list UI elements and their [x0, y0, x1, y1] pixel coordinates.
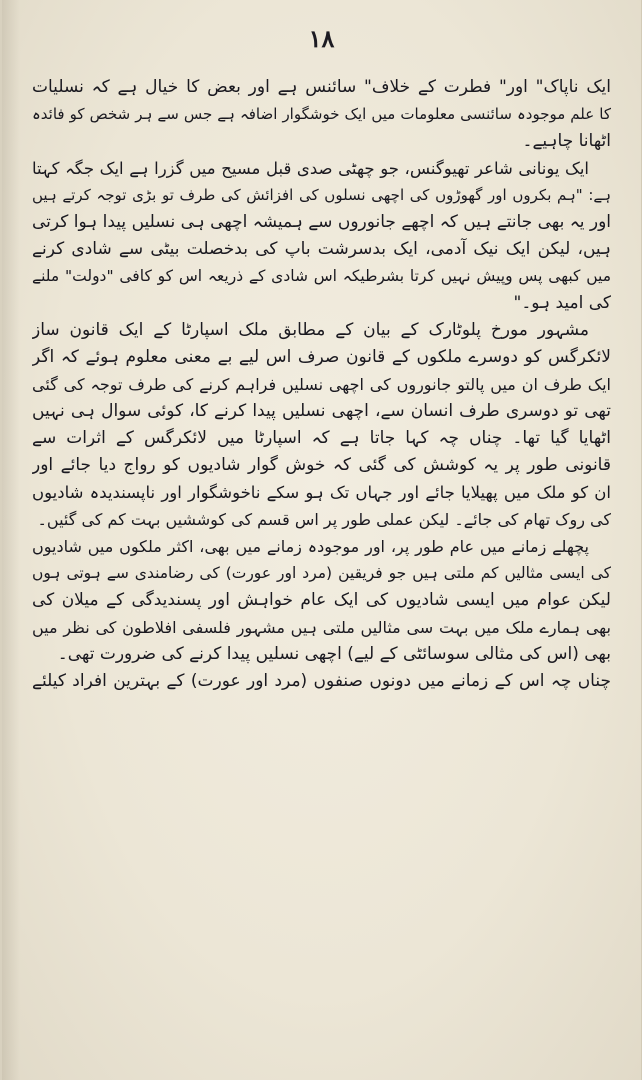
text-line: بھی (اس کی مثالی سوسائٹی کے لیے) اچھی نسلیں پیدا کرنے کی ضرورت تھی۔ [57, 644, 611, 664]
text-line: ان کو ملک میں پھیلایا جائے اور جہاں تک ہو سکے ناخوشگوار اور ناپسندیدہ شادیوں [32, 483, 611, 502]
text-line: اٹھانا چاہیے۔ [522, 131, 611, 151]
text-line: کا علم موجودہ سائنسی معلومات میں ایک خوشگوار اضافہ ہے جس سے ہر شخص کو فائدہ [32, 105, 611, 123]
text-line: ایک ناپاک" اور" فطرت کے خلاف" سائنس ہے اور بعض کا خیال ہے کہ نسلیات [32, 77, 611, 97]
text-line: ایک یونانی شاعر تھیوگنس، جو چھٹی صدی قبل مسیح میں گزرا ہے ایک جگہ کہتا [32, 159, 589, 178]
text-line: ایک طرف ان میں پالتو جانوروں کی اچھی نسلیں فراہم کرنے کی طرف توجہ کی گئی [32, 375, 611, 394]
text-line: لیکن عوام میں ایسی شادیوں کی ایک عام خواہش اور پسندیدگی کے میلان کی [32, 590, 611, 610]
text-line: میں کبھی پس وپیش نہیں کرتا بشرطیکہ اس شادی کے ذریعہ اس کو کافی "دولت" ملنے [32, 267, 611, 285]
text-line: قانونی طور پر یہ کوشش کی گئی کہ خوش گوار شادیوں کو رواج دیا جائے اور [32, 455, 611, 475]
text-line: کی روک تھام کی جائے۔ لیکن عملی طور پر اس قسم کی کوششیں بہت کم کی گئیں۔ [37, 510, 611, 529]
text-line: پچھلے زمانے میں عام طور پر، اور موجودہ زمانے میں بھی، اکثر ملکوں میں شادیوں [32, 537, 589, 556]
text-line: اور یہ بھی جانتے ہیں کہ اچھے جانوروں سے ہمیشہ اچھی ہی نسلیں پیدا ہوا کرتی [32, 212, 611, 232]
body-text [32, 74, 611, 695]
text-line: بھی ہمارے ملک میں بہت سی مثالیں ملتی ہیں مشہور فلسفی افلاطون کی نظر میں [32, 618, 611, 637]
page-fold-shadow [2, 0, 20, 1080]
text-line: کی ایسی مثالیں کم ملتی ہیں جو فریقین (مرد اور عورت) کی رضامندی سے ہوتی ہوں [32, 564, 611, 582]
text-line: مشہور مورخ پلوٹارک کے بیان کے مطابق ملک اسپارٹا کے ایک قانون ساز [32, 320, 589, 340]
text-line: تھی تو دوسری طرف انسان سے، اچھی نسلیں پیدا کرنے کا، کوئی سوال ہی نہیں [32, 401, 611, 421]
text-line: کی امید ہو۔" [513, 293, 611, 313]
text-line: ہے: "ہم بکروں اور گھوڑوں کی اچھی نسلوں کی افزائش کی طرف تو بڑی توجہ کرتے ہیں [32, 186, 611, 204]
text-line: اٹھایا گیا تھا۔ چناں چہ کہا جاتا ہے کہ اسپارٹا میں لائکرگس کے اثرات سے [32, 428, 611, 448]
text-line: ہیں، لیکن ایک نیک آدمی، ایک بدسرشت باپ کی بدخصلت بیٹی سے شادی کرنے [32, 239, 611, 259]
page-number: ۱۸ [308, 24, 335, 53]
text-line: لائکرگس کو دوسرے ملکوں کے قانون صرف اس لیے بے معنی معلوم ہوئے کہ اگر [32, 347, 611, 367]
text-line: چناں چہ اس کے زمانے میں دونوں صنفوں (مرد اور عورت) کے بہترین افراد کیلئے [32, 671, 611, 691]
